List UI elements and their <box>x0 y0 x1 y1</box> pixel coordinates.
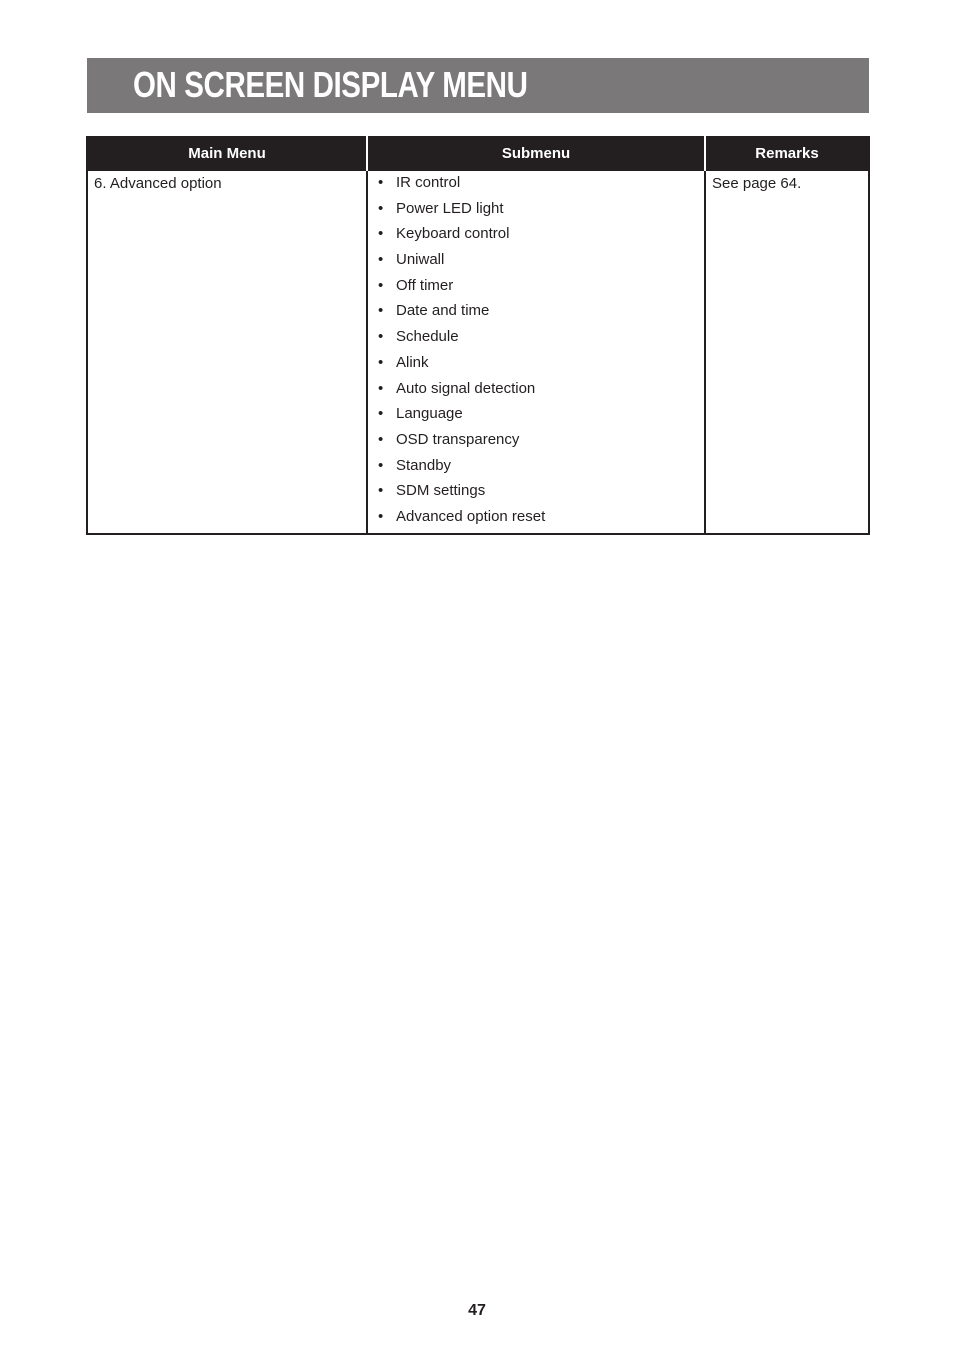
submenu-item-label: OSD transparency <box>396 430 520 448</box>
submenu-item-label: Schedule <box>396 328 459 346</box>
bullet-icon: • <box>378 379 384 397</box>
page-number: 47 <box>468 1302 486 1319</box>
list-item <box>378 353 704 379</box>
bullet-icon: • <box>378 199 384 217</box>
column-header-remarks: Remarks <box>705 136 869 171</box>
bullet-icon: • <box>378 482 384 500</box>
submenu-item-label: Language <box>396 405 463 423</box>
submenu-item-label: Alink <box>396 353 429 371</box>
bullet-icon: • <box>378 251 384 269</box>
bullet-icon: • <box>378 507 384 525</box>
submenu-item-label: Advanced option reset <box>396 507 546 525</box>
submenu-item-label: IR control <box>396 174 461 191</box>
section-title-bar <box>87 58 869 113</box>
submenu-item-label: Off timer <box>396 276 454 294</box>
list-item <box>378 481 704 507</box>
remarks-cell <box>705 171 869 534</box>
list-item <box>378 404 704 430</box>
column-header-main-menu: Main Menu <box>87 136 367 171</box>
main-menu-cell <box>87 171 367 534</box>
list-item <box>378 173 704 199</box>
submenu-item-label: Power LED light <box>396 199 504 217</box>
submenu-item-label: Auto signal detection <box>396 379 536 397</box>
list-item <box>378 430 704 456</box>
submenu-item-label: Uniwall <box>396 251 445 269</box>
submenu-item-label: Date and time <box>396 302 490 320</box>
submenu-cell <box>367 171 705 534</box>
list-item <box>378 456 704 482</box>
bullet-icon: • <box>378 353 384 371</box>
submenu-item-label: Keyboard control <box>396 225 510 243</box>
list-item <box>378 250 704 276</box>
column-header-submenu: Submenu <box>367 136 705 171</box>
list-item <box>378 507 704 533</box>
bullet-icon: • <box>378 225 384 243</box>
bullet-icon: • <box>378 174 384 191</box>
list-item <box>378 199 704 225</box>
bullet-icon: • <box>378 276 384 294</box>
list-item <box>378 276 704 302</box>
list-item <box>378 224 704 250</box>
remarks-value: See page 64. <box>712 175 802 192</box>
page-title: ON SCREEN DISPLAY MENU <box>133 64 528 105</box>
list-item <box>378 301 704 327</box>
bullet-icon: • <box>378 430 384 448</box>
main-menu-value: 6. Advanced option <box>94 175 222 192</box>
osd-menu-table <box>86 136 870 535</box>
bullet-icon: • <box>378 328 384 346</box>
bullet-icon: • <box>378 405 384 423</box>
bullet-icon: • <box>378 456 384 474</box>
list-item <box>378 379 704 405</box>
submenu-item-label: SDM settings <box>396 482 486 500</box>
submenu-item-label: Standby <box>396 456 452 474</box>
table-header-row <box>87 136 869 171</box>
list-item <box>378 327 704 353</box>
table-row <box>87 171 869 534</box>
submenu-list <box>368 171 704 533</box>
bullet-icon: • <box>378 302 384 320</box>
